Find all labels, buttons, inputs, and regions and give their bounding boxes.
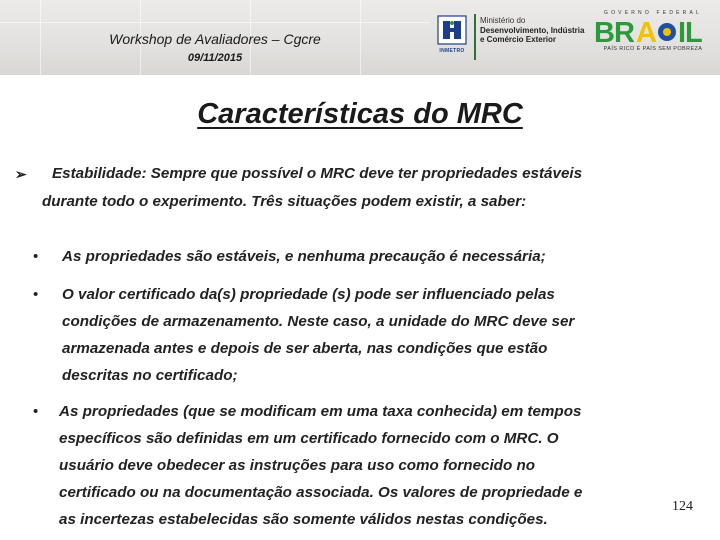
bullet-3-line-3: usuário deve obedecer as instruções para uso como fornecido no <box>59 457 536 474</box>
ministerio-line-2: Desenvolvimento, Indústria <box>480 25 585 35</box>
inmetro-emblem-icon <box>432 14 472 48</box>
bullet-dot-icon: • <box>33 403 39 420</box>
svg-text:BR: BR <box>594 17 634 45</box>
svg-text:IL: IL <box>678 17 702 45</box>
intro-bold-label: Estabilidade <box>52 165 142 182</box>
ministerio-line-3: e Comércio Exterior <box>480 35 557 44</box>
brasil-logo <box>592 10 714 65</box>
workshop-date: 09/11/2015 <box>187 52 243 64</box>
bullet-dot-icon: • <box>33 248 39 265</box>
ministerio-line-1: Ministério do <box>480 16 526 25</box>
intro-line-1 <box>52 161 582 187</box>
governo-federal-label: GOVERNO FEDERAL <box>603 10 702 16</box>
svg-text:A: A <box>636 17 656 45</box>
bullet-2-line-1: O valor certificado da(s) propriedade (s) pode ser influenciado pelas <box>62 286 555 303</box>
ministerio-divider <box>474 14 476 60</box>
inmetro-label: INMETRO <box>439 48 465 54</box>
page-number: 124 <box>672 499 693 514</box>
inmetro-logo <box>432 14 472 56</box>
ministerio-text <box>480 16 584 45</box>
bullet-3-line-5: as incertezas estabelecidas são somente válidos nestas condições. <box>59 511 548 528</box>
bullet-2-line-4: descritas no certificado; <box>62 367 238 384</box>
brasil-wordmark-icon <box>592 17 714 45</box>
bullet-2-line-3: armazenada antes e depois de ser aberta, nas condições que estão <box>62 340 548 357</box>
bullet-3-line-2: específicos são definidas em um certificado fornecido com o MRC. O <box>59 430 559 447</box>
brasil-slogan: PAÍS RICO É PAÍS SEM POBREZA <box>603 46 703 52</box>
intro-line-1-text: : Sempre que possível o MRC deve ter propriedades estáveis <box>141 165 583 182</box>
workshop-title: Workshop de Avaliadores – Cgcre <box>109 31 321 47</box>
bullet-dot-icon: • <box>33 286 39 303</box>
bullet-2-line-2: condições de armazenamento. Neste caso, a unidade do MRC deve ser <box>62 313 575 330</box>
slide-title: Características do MRC <box>197 98 523 130</box>
bullet-1-line-1: As propriedades são estáveis, e nenhuma precaução é necessária; <box>62 248 546 265</box>
bullet-3-line-1: As propriedades (que se modificam em uma taxa conhecida) em tempos <box>59 403 582 420</box>
arrow-bullet-icon: ➢ <box>15 166 27 182</box>
intro-line-2: durante todo o experimento. Três situações podem existir, a saber: <box>42 193 527 210</box>
ministerio-logo <box>474 14 586 60</box>
header-banner <box>0 0 720 75</box>
bullet-3-line-4: certificado ou na documentação associada. Os valores de propriedade e <box>59 484 583 501</box>
